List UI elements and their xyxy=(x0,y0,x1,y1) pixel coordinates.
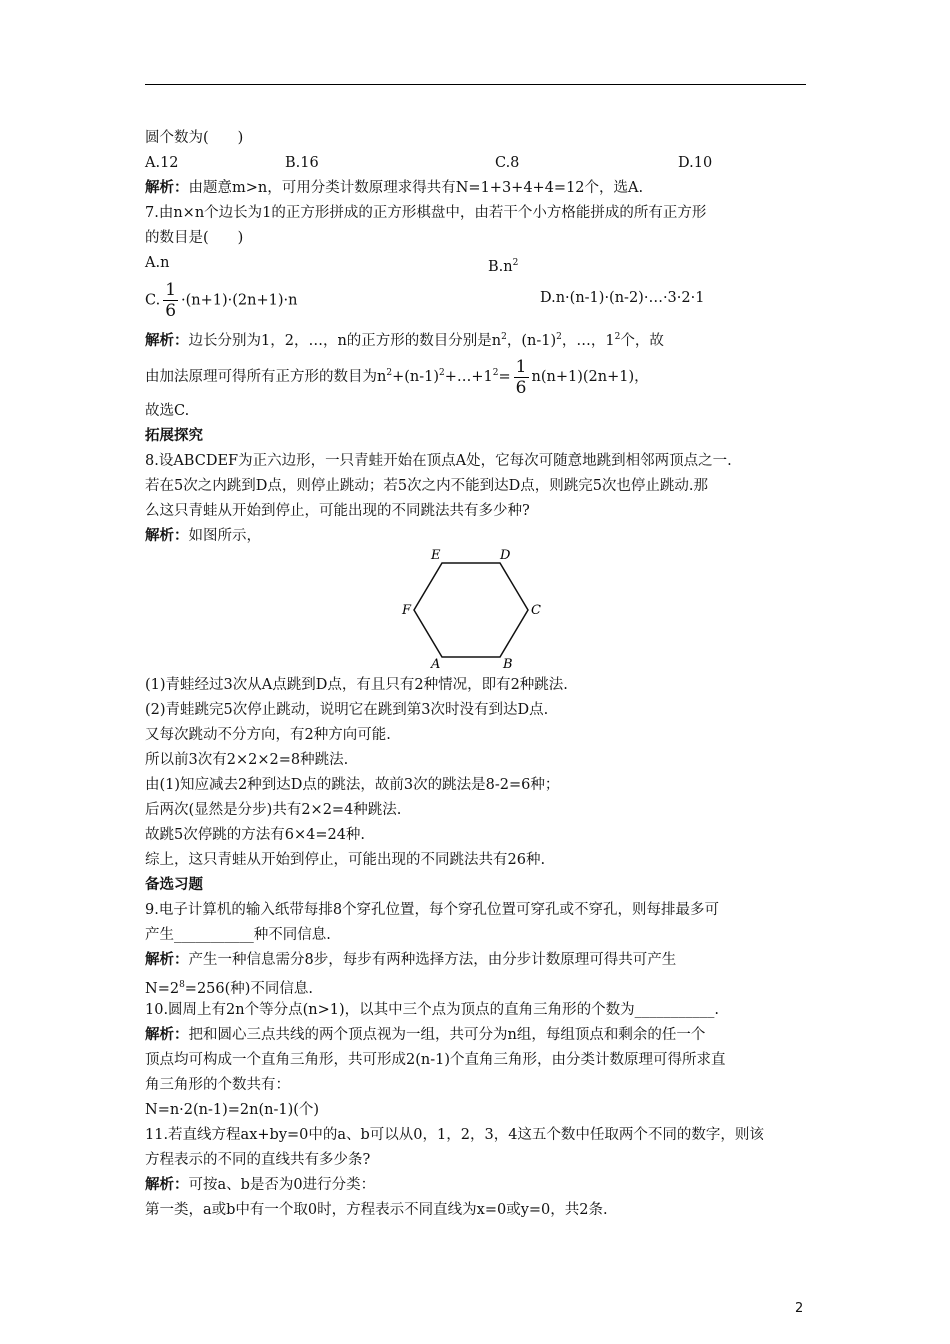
hexagon-outline xyxy=(414,563,528,657)
q8-stem-line1: 8.设ABCDEF为正六边形，一只青蛙开始在顶点A处，它每次可随意地跳到相邻两顶点之一. xyxy=(145,453,732,469)
q8-solution-line3: 又每次跳动不分方向，有2种方向可能. xyxy=(145,727,391,743)
q7-sol2-post: n(n+1)(2n+1)， xyxy=(531,369,649,385)
q8-solution-line5: 由(1)知应减去2种到达D点的跳法，故前3次的跳法是8-2=6种； xyxy=(145,777,560,793)
q7-sol2-mid2: +…+1 xyxy=(444,369,493,385)
q8-solution-line8: 综上，这只青蛙从开始到停止，可能出现的不同跳法共有26种. xyxy=(145,852,546,868)
q7-sol-part3: ，…，1 xyxy=(561,333,615,349)
vertex-label-c: C xyxy=(531,603,541,618)
q7-sol2-exp3: 2 xyxy=(492,368,499,378)
q11-solution-line1 xyxy=(145,1175,375,1195)
q10-solution-line3: 角三角形的个数共有： xyxy=(145,1077,290,1093)
q7-stem-line2: 的数目是( ) xyxy=(145,230,244,246)
q7-sol-part4: 个，故 xyxy=(620,333,664,349)
q8-solution-intro-text: 如图所示， xyxy=(188,528,261,544)
q10-solution-text: 把和圆心三点共线的两个顶点视为一组，共可分为n组，每组顶点和剩余的任一个 xyxy=(188,1027,706,1043)
q7-sol2-exp2: 2 xyxy=(439,368,445,378)
fraction-numerator: 1 xyxy=(515,356,527,377)
page-number: 2 xyxy=(795,1301,804,1316)
q8-solution-line2: (2)青蛙跳完5次停止跳动，说明它在跳到第3次时没有到达D点. xyxy=(145,702,549,718)
q8-solution-line6: 后两次(显然是分步)共有2×2=4种跳法. xyxy=(145,802,402,818)
header-rule xyxy=(145,84,806,85)
q6-option-c: C.8 xyxy=(495,155,520,171)
q9-sol2-pre: N=2 xyxy=(145,981,180,997)
fraction-denominator: 6 xyxy=(515,377,527,398)
q9-solution-line1 xyxy=(145,950,676,970)
q7-option-a: A.n xyxy=(145,255,170,271)
q10-solution-line4: N=n·2(n-1)=2n(n-1)(个) xyxy=(145,1102,320,1118)
q7-option-d: D.n·(n-1)·(n-2)·…·3·2·1 xyxy=(540,290,705,306)
q10-stem: 10.圆周上有2n个等分点(n>1)，以其中三个点为顶点的直角三角形的个数为___________. xyxy=(145,1002,720,1018)
q11-solution-text: 可按a、b是否为0进行分类： xyxy=(188,1177,376,1193)
q7-option-c xyxy=(145,280,297,321)
q6-solution xyxy=(145,178,643,198)
q7-sol-part2: ，(n-1) xyxy=(506,333,557,349)
q6-option-b: B.16 xyxy=(285,155,319,171)
q9-stem-line1: 9.电子计算机的输入纸带每排8个穿孔位置，每个穿孔位置可穿孔或不穿孔，则每排最多可 xyxy=(145,902,720,918)
q7-solution-line3: 故选C. xyxy=(145,403,190,419)
q7-solution-line1 xyxy=(145,327,664,351)
q7-option-c-prefix: C. xyxy=(145,292,161,309)
q9-sol2-post: =256(种)不同信息. xyxy=(184,981,314,997)
q7-sol-exp1: 2 xyxy=(501,332,507,342)
vertex-label-b: B xyxy=(503,657,513,672)
vertex-label-f: F xyxy=(402,603,412,618)
q10-solution-line2: 顶点均可构成一个直角三角形，共可形成2(n-1)个直角三角形，由分类计数原理可得所求直 xyxy=(145,1052,726,1068)
q6-stem-tail: 圆个数为( ) xyxy=(145,130,244,146)
q9-stem-line2: 产生___________种不同信息. xyxy=(145,927,331,943)
q7-sol2-exp1: 2 xyxy=(386,368,393,378)
q7-sol2-mid: +(n-1) xyxy=(392,369,440,385)
q8-solution-line7: 故跳5次停跳的方法有6×4=24种. xyxy=(145,827,366,843)
q8-solution-line1: (1)青蛙经过3次从A点跳到D点，有且只有2种情况，即有2种跳法. xyxy=(145,677,568,693)
solution-label: 解析： xyxy=(145,527,189,544)
q6-option-a: A.12 xyxy=(145,155,179,171)
q8-solution-line4: 所以前3次有2×2×2=8种跳法. xyxy=(145,752,349,768)
q7-sol-exp3: 2 xyxy=(614,332,621,342)
q7-solution-line2 xyxy=(145,353,649,398)
fraction-denominator: 6 xyxy=(165,301,177,321)
solution-label: 解析： xyxy=(145,332,189,349)
vertex-label-a: A xyxy=(431,657,441,672)
q8-solution-intro xyxy=(145,526,261,546)
vertex-label-e: E xyxy=(431,548,441,563)
q8-stem-line2: 若在5次之内跳到D点，则停止跳动；若5次之内不能到达D点，则跳完5次也停止跳动.那 xyxy=(145,478,709,494)
solution-label: 解析： xyxy=(145,179,189,196)
solution-label: 解析： xyxy=(145,951,189,968)
solution-label: 解析： xyxy=(145,1026,189,1043)
q9-solution-text: 产生一种信息需分8步，每步有两种选择方法，由分步计数原理可得共可产生 xyxy=(188,952,677,968)
hexagon-figure xyxy=(402,540,555,672)
q11-solution-line2: 第一类，a或b中有一个取0时，方程表示不同直线为x=0或y=0，共2条. xyxy=(145,1202,608,1218)
q7-sol2-eq: = xyxy=(498,369,511,385)
q7-sol2-fraction xyxy=(514,357,529,398)
q7-option-c-fraction xyxy=(163,280,178,321)
q9-solution-line2 xyxy=(145,975,313,999)
q11-stem-line2: 方程表示的不同的直线共有多少条? xyxy=(145,1152,371,1168)
fraction-numerator: 1 xyxy=(165,280,177,300)
q11-stem-line1: 11.若直线方程ax+by=0中的a、b可以从0，1，2，3，4这五个数中任取两个不同的数字，则该 xyxy=(145,1127,764,1143)
q7-sol-exp2: 2 xyxy=(556,332,562,342)
q10-solution-line1 xyxy=(145,1025,705,1045)
q7-sol2-pre: 由加法原理可得所有正方形的数目为n xyxy=(145,369,387,385)
section-heading-beixuan: 备选习题 xyxy=(145,876,203,893)
vertex-label-d: D xyxy=(500,548,511,563)
q7-sol-part1: 边长分别为1，2，…，n的正方形的数目分别是n xyxy=(188,333,502,349)
section-heading-tuozhan: 拓展探究 xyxy=(145,427,203,444)
q7-option-c-text: ·(n+1)·(2n+1)·n xyxy=(181,292,298,309)
q8-stem-line3: 么这只青蛙从开始到停止，可能出现的不同跳法共有多少种? xyxy=(145,503,530,519)
q9-sol2-exp: 8 xyxy=(179,980,185,990)
q6-solution-text: 由题意m>n，可用分类计数原理求得共有N=1+3+4+4=12个，选A. xyxy=(188,180,644,196)
q6-option-d: D.10 xyxy=(678,155,713,171)
q7-stem-line1: 7.由n×n个边长为1的正方形拼成的正方形棋盘中，由若干个小方格能拼成的所有正方形 xyxy=(145,205,707,221)
q7-option-b-text: B.n xyxy=(488,259,513,275)
q7-option-b-exp: 2 xyxy=(512,258,519,268)
solution-label: 解析： xyxy=(145,1176,189,1193)
q7-option-b xyxy=(488,253,518,277)
